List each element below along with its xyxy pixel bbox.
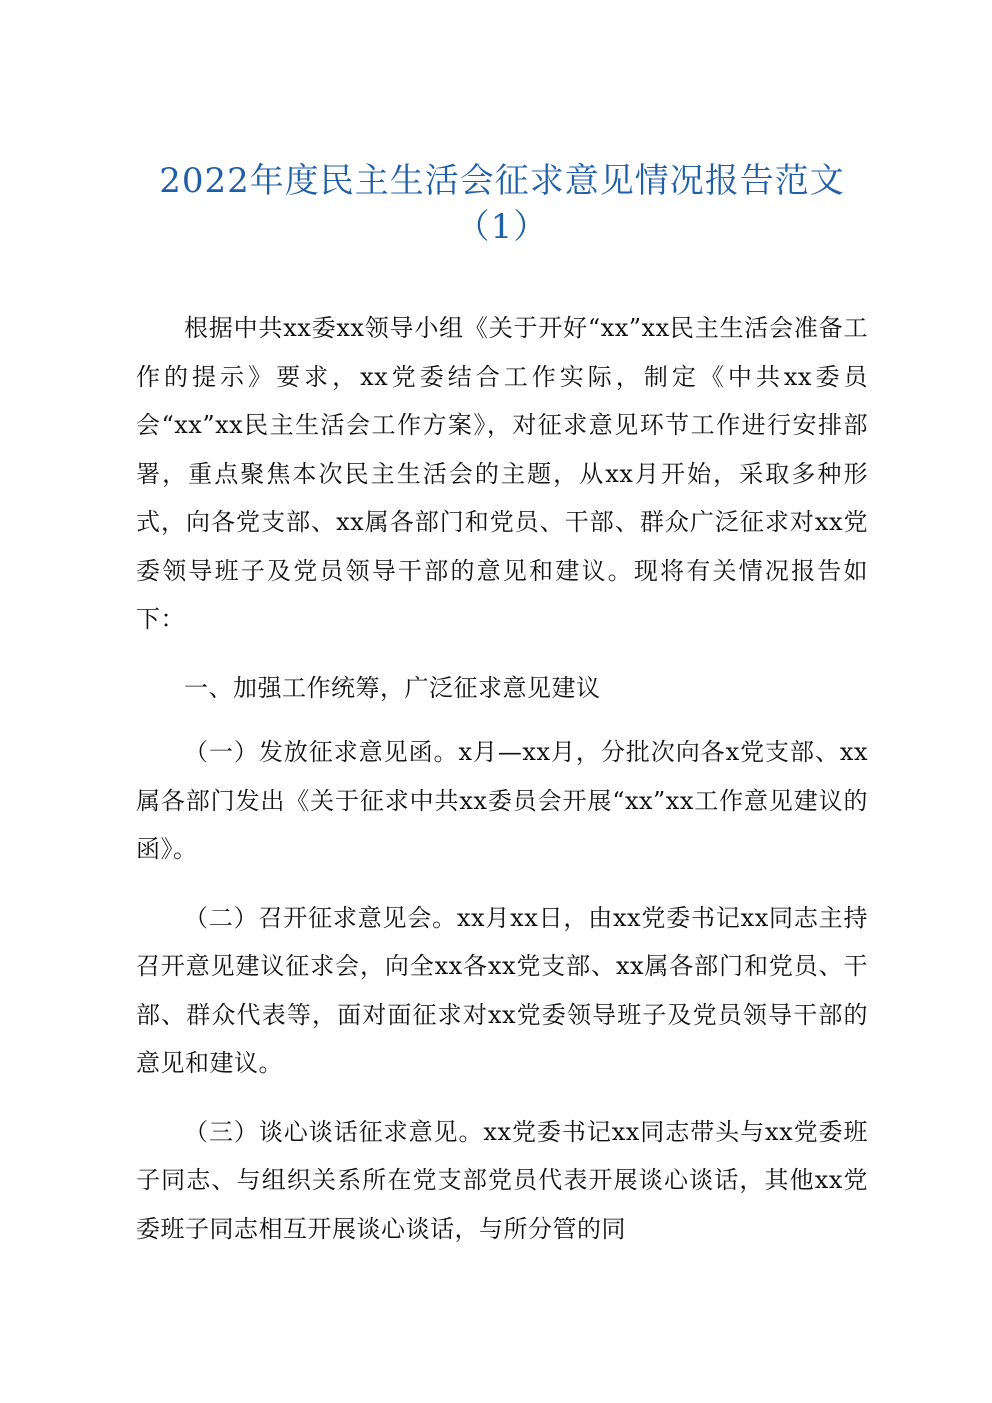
sub-item-3-paragraph: （三）谈心谈话征求意见。xx党委书记xx同志带头与xx党委班子同志、与组织关系所在党支部党员代表开展谈心谈话，其他xx党委班子同志相互开展谈心谈话，与所分管的同	[136, 1117, 868, 1243]
document-body	[136, 304, 868, 1253]
title-line-2: （1）	[455, 207, 549, 247]
title-line-1: 2022年度民主生活会征求意见情况报告范文	[159, 161, 845, 201]
document-title	[136, 158, 868, 250]
intro-paragraph: 根据中共xx委xx领导小组《关于开好“xx”xx民主生活会准备工作的提示》要求，xx党委结合工作实际，制定《中共xx委员会“xx”xx民主生活会工作方案》，对征求意见环节工作进行安排部署，重点聚焦本次民主生活会的主题，从xx月开始，采取多种形式，向各党支部、xx属各部门和党员、干部、群众广泛征求对xx党委领导班子及党员领导干部的意见和建议。现将有关情况报告如下：	[136, 314, 868, 633]
sub-item-1-paragraph: （一）发放征求意见函。x月—xx月，分批次向各x党支部、xx属各部门发出《关于征求中共xx委员会开展“xx”xx工作意见建议的函》。	[136, 738, 868, 863]
sub-item-2-paragraph: （二）召开征求意见会。xx月xx日，由xx党委书记xx同志主持召开意见建议征求会，向全xx各xx党支部、xx属各部门和党员、干部、群众代表等，面对面征求对xx党委领导班子及党员领导干部的意见和建议。	[136, 903, 868, 1077]
section-heading-1: 一、加强工作统筹，广泛征求意见建议	[184, 673, 601, 702]
